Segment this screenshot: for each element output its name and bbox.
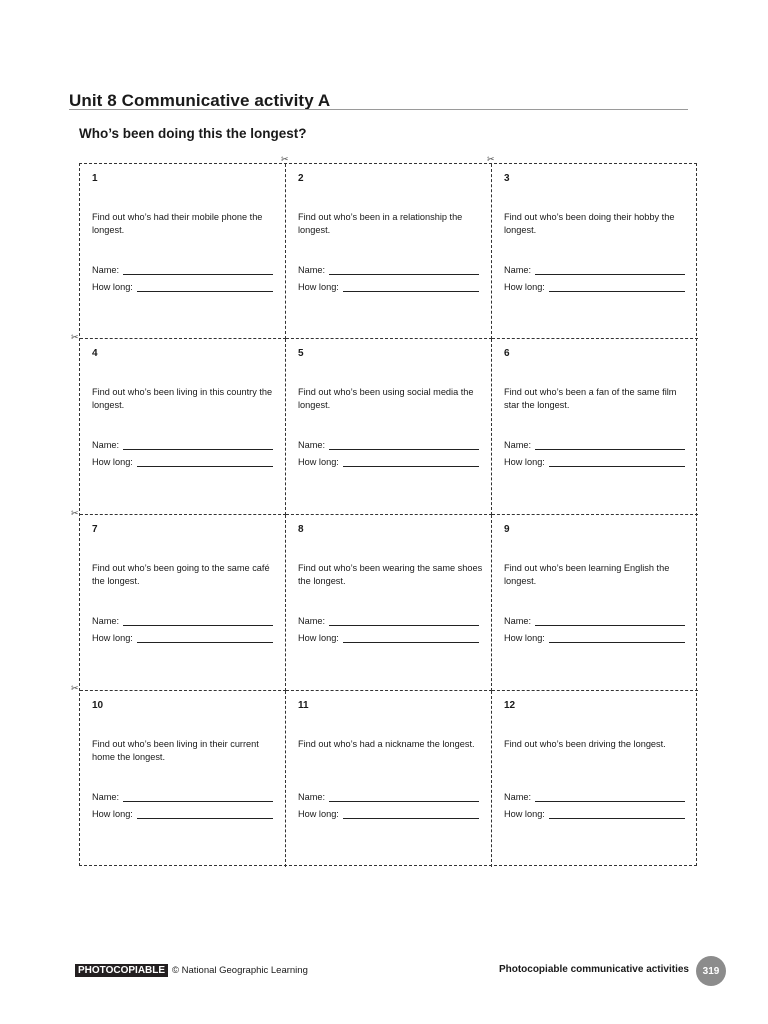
- activity-card: [492, 164, 698, 339]
- name-label: Name:: [504, 265, 532, 275]
- how-long-field[interactable]: [298, 631, 479, 643]
- name-field[interactable]: [504, 263, 685, 275]
- how-long-field[interactable]: [504, 807, 685, 819]
- activity-card: [80, 515, 286, 691]
- name-field[interactable]: [298, 438, 479, 450]
- card-instruction: Find out who’s been learning English the longest.: [504, 563, 670, 586]
- name-field[interactable]: [504, 438, 685, 450]
- activity-card: [80, 164, 286, 339]
- name-blank[interactable]: [329, 440, 479, 450]
- card-instruction: Find out who’s been using social media the longest.: [298, 387, 474, 410]
- card-number: 12: [504, 700, 516, 711]
- activity-card: [286, 339, 492, 515]
- name-blank[interactable]: [329, 616, 479, 626]
- how-long-blank[interactable]: [549, 457, 685, 467]
- activity-card: [492, 515, 698, 691]
- scissors-icon: ✂: [71, 683, 79, 693]
- name-blank[interactable]: [535, 265, 685, 275]
- card-number: 3: [504, 173, 510, 184]
- card-number: 8: [298, 524, 304, 535]
- name-label: Name:: [504, 792, 532, 802]
- activity-card: [80, 691, 286, 867]
- card-number: 5: [298, 348, 304, 359]
- card-number: 10: [92, 700, 104, 711]
- how-long-label: How long:: [92, 809, 133, 819]
- scissors-icon: ✂: [487, 154, 495, 164]
- how-long-field[interactable]: [92, 455, 273, 467]
- name-label: Name:: [298, 265, 326, 275]
- how-long-blank[interactable]: [137, 457, 273, 467]
- name-blank[interactable]: [123, 265, 273, 275]
- name-field[interactable]: [92, 438, 273, 450]
- activity-card: [286, 691, 492, 867]
- name-field[interactable]: [504, 790, 685, 802]
- card-instruction: Find out who’s been living in their current home the longest.: [92, 739, 259, 762]
- name-field[interactable]: [298, 614, 479, 626]
- how-long-label: How long:: [298, 809, 339, 819]
- how-long-label: How long:: [504, 282, 545, 292]
- card-instruction: Find out who’s been living in this country the longest.: [92, 387, 273, 410]
- card-instruction: Find out who’s been wearing the same shoes the longest.: [298, 563, 483, 586]
- how-long-field[interactable]: [298, 807, 479, 819]
- name-label: Name:: [298, 616, 326, 626]
- card-instruction: Find out who’s been driving the longest.: [504, 739, 666, 749]
- card-number: 1: [92, 173, 98, 184]
- photocopiable-badge: PHOTOCOPIABLE: [75, 964, 168, 977]
- how-long-blank[interactable]: [137, 809, 273, 819]
- how-long-label: How long:: [92, 457, 133, 467]
- name-label: Name:: [92, 792, 120, 802]
- name-blank[interactable]: [329, 792, 479, 802]
- card-instruction: Find out who’s been a fan of the same film star the longest.: [504, 387, 677, 410]
- card-number: 4: [92, 348, 98, 359]
- name-label: Name:: [92, 265, 120, 275]
- activity-card-grid: [79, 163, 697, 866]
- name-label: Name:: [504, 616, 532, 626]
- how-long-field[interactable]: [298, 455, 479, 467]
- card-number: 6: [504, 348, 510, 359]
- name-field[interactable]: [298, 263, 479, 275]
- page-number: 319: [696, 956, 726, 986]
- how-long-label: How long:: [504, 457, 545, 467]
- how-long-field[interactable]: [92, 807, 273, 819]
- card-instruction: Find out who’s been doing their hobby the longest.: [504, 212, 675, 235]
- how-long-label: How long:: [298, 282, 339, 292]
- name-blank[interactable]: [535, 440, 685, 450]
- how-long-field[interactable]: [504, 631, 685, 643]
- activity-card: [80, 339, 286, 515]
- how-long-blank[interactable]: [343, 633, 479, 643]
- name-label: Name:: [92, 440, 120, 450]
- name-label: Name:: [504, 440, 532, 450]
- how-long-blank[interactable]: [549, 809, 685, 819]
- scissors-icon: ✂: [71, 332, 79, 342]
- how-long-blank[interactable]: [137, 633, 273, 643]
- card-instruction: Find out who’s had their mobile phone the longest.: [92, 212, 263, 235]
- how-long-label: How long:: [298, 457, 339, 467]
- how-long-field[interactable]: [92, 631, 273, 643]
- name-label: Name:: [298, 440, 326, 450]
- name-field[interactable]: [92, 790, 273, 802]
- how-long-field[interactable]: [504, 455, 685, 467]
- how-long-label: How long:: [504, 633, 545, 643]
- activity-card: [492, 339, 698, 515]
- how-long-field[interactable]: [504, 280, 685, 292]
- section-label: Photocopiable communicative activities: [498, 964, 689, 975]
- copyright-notice: © National Geographic Learning: [172, 965, 308, 976]
- activity-card: [286, 515, 492, 691]
- name-blank[interactable]: [535, 616, 685, 626]
- name-blank[interactable]: [329, 265, 479, 275]
- how-long-blank[interactable]: [137, 282, 273, 292]
- card-number: 7: [92, 524, 98, 535]
- scissors-icon: ✂: [281, 154, 289, 164]
- name-blank[interactable]: [123, 792, 273, 802]
- how-long-blank[interactable]: [549, 633, 685, 643]
- how-long-field[interactable]: [92, 280, 273, 292]
- title-divider: [69, 109, 688, 110]
- how-long-blank[interactable]: [343, 809, 479, 819]
- card-number: 2: [298, 173, 304, 184]
- how-long-label: How long:: [92, 633, 133, 643]
- activity-subtitle: Who’s been doing this the longest?: [79, 126, 307, 141]
- name-field[interactable]: [298, 790, 479, 802]
- name-label: Name:: [298, 792, 326, 802]
- card-number: 9: [504, 524, 510, 535]
- scissors-icon: ✂: [71, 508, 79, 518]
- how-long-label: How long:: [298, 633, 339, 643]
- name-field[interactable]: [504, 614, 685, 626]
- name-field[interactable]: [92, 263, 273, 275]
- name-blank[interactable]: [535, 792, 685, 802]
- card-instruction: Find out who’s had a nickname the longest.: [298, 739, 475, 749]
- name-blank[interactable]: [123, 440, 273, 450]
- how-long-blank[interactable]: [549, 282, 685, 292]
- how-long-label: How long:: [92, 282, 133, 292]
- name-blank[interactable]: [123, 616, 273, 626]
- how-long-field[interactable]: [298, 280, 479, 292]
- activity-card: [492, 691, 698, 867]
- how-long-blank[interactable]: [343, 282, 479, 292]
- activity-card: [286, 164, 492, 339]
- card-number: 11: [298, 700, 309, 711]
- card-instruction: Find out who’s been going to the same café the longest.: [92, 563, 270, 586]
- name-label: Name:: [92, 616, 120, 626]
- card-instruction: Find out who’s been in a relationship the longest.: [298, 212, 463, 235]
- how-long-label: How long:: [504, 809, 545, 819]
- page-title: Unit 8 Communicative activity A: [69, 91, 331, 110]
- name-field[interactable]: [92, 614, 273, 626]
- how-long-blank[interactable]: [343, 457, 479, 467]
